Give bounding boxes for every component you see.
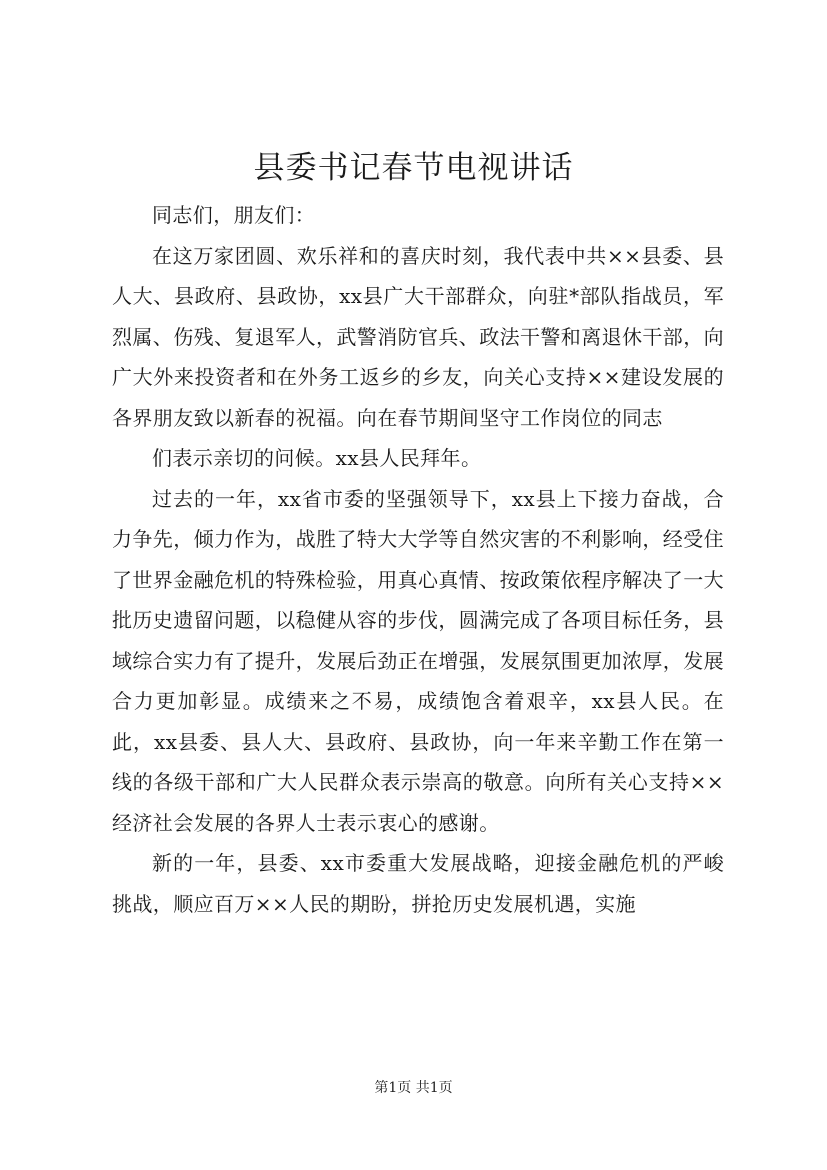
body-paragraph: 新的一年，县委、xx市委重大发展战略，迎接金融危机的严峻挑战，顺应百万××人民的期盼，拼抢历史发展机遇，实施 (112, 851, 724, 916)
body-paragraph: 们表示亲切的问候。xx县人民拜年。 (152, 446, 482, 470)
document-body (112, 195, 724, 924)
body-paragraph: 过去的一年，xx省市委的坚强领导下，xx县上下接力奋战，合力争先，倾力作为，战胜了特大大学等自然灾害的不利影响，经受住了世界金融危机的特殊检验，用真心真情、按政策依程序解决了一大批历史遗留问题，以稳健从容的步伐，圆满完成了各项目标任务，县域综合实力有了提升，发展后劲正在增强，发展氛围更加浓厚，发展合力更加彰显。成绩来之不易，成绩饱含着艰辛，xx县人民。在此，xx县委、县人大、县政府、县政协，向一年来辛勤工作在第一线的各级干部和广大人民群众表示崇高的敬意。向所有关心支持××经济社会发展的各界人士表示衷心的感谢。 (112, 486, 724, 835)
page-footer: 第1页 共1页 (374, 1080, 453, 1096)
document-title: 县委书记春节电视讲话 (253, 150, 574, 186)
body-paragraph: 在这万家团圆、欢乐祥和的喜庆时刻，我代表中共××县委、县人大、县政府、县政协，xx县广大干部群众，向驻*部队指战员，军烈属、伤残、复退军人，武警消防官兵、政法干警和离退休干部，向广大外来投资者和在外务工返乡的乡友，向关心支持××建设发展的各界朋友致以新春的祝福。向在春节期间坚守工作岗位的同志 (112, 243, 724, 430)
salutation-paragraph: 同志们，朋友们： (152, 203, 316, 227)
